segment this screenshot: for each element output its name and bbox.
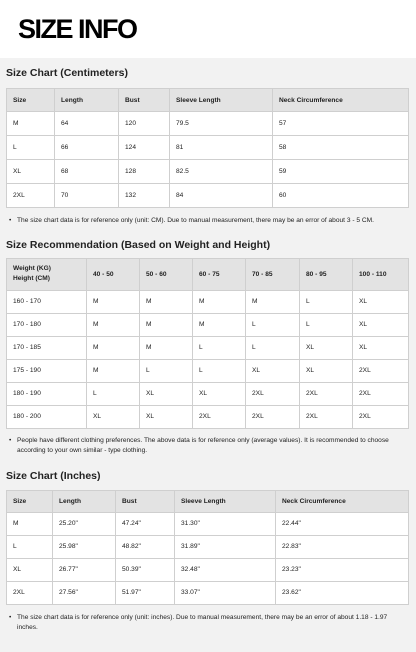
inch-header-bust: Bust xyxy=(116,490,175,512)
table-cell: 31.30" xyxy=(175,512,276,535)
weight-header: 80 - 95 xyxy=(300,258,353,290)
size-cell: 2XL xyxy=(353,359,409,382)
table-cell: 2XL xyxy=(7,184,55,208)
table-row xyxy=(7,359,409,382)
size-cell: XL xyxy=(140,382,193,405)
header-banner xyxy=(0,0,416,58)
inch-note-text: The size chart data is for reference only (unit: inches). Due to manual measurement, there may be an error of about 1.18 - 1.97 inches. xyxy=(17,613,388,631)
size-cell: M xyxy=(87,313,140,336)
table-cell: 58 xyxy=(273,136,409,160)
table-cell: 132 xyxy=(119,184,170,208)
table-cell: 23.62" xyxy=(276,581,409,604)
table-row xyxy=(7,512,409,535)
size-recommendation-table xyxy=(6,258,409,429)
table-cell: 81 xyxy=(170,136,273,160)
size-cell: XL xyxy=(193,382,246,405)
table-cell: 23.23" xyxy=(276,558,409,581)
recommendation-header-row xyxy=(7,258,409,290)
cm-header-sleeve: Sleeve Length xyxy=(170,89,273,112)
table-cell: M xyxy=(7,512,53,535)
weight-header: 40 - 50 xyxy=(87,258,140,290)
table-cell: 70 xyxy=(55,184,119,208)
table-cell: 79.5 xyxy=(170,112,273,136)
page-title: SIZE INFO xyxy=(18,13,137,44)
table-row xyxy=(7,405,409,428)
size-cell: M xyxy=(87,290,140,313)
table-cell: 60 xyxy=(273,184,409,208)
table-cell: 84 xyxy=(170,184,273,208)
size-cell: M xyxy=(87,336,140,359)
cm-chart-title: Size Chart (Centimeters) xyxy=(6,67,128,79)
size-cell: XL xyxy=(353,336,409,359)
inch-header-size: Size xyxy=(7,490,53,512)
cm-header-size: Size xyxy=(7,89,55,112)
inch-chart-title: Size Chart (Inches) xyxy=(6,469,101,482)
table-cell: 64 xyxy=(55,112,119,136)
table-cell: 32.48" xyxy=(175,558,276,581)
table-cell: XL xyxy=(7,160,55,184)
table-cell: XL xyxy=(7,558,53,581)
table-cell: 50.39" xyxy=(116,558,175,581)
table-cell: 25.20" xyxy=(53,512,116,535)
table-row xyxy=(7,290,409,313)
cm-header-bust: Bust xyxy=(119,89,170,112)
table-cell: 47.24" xyxy=(116,512,175,535)
table-cell: 120 xyxy=(119,112,170,136)
height-label: Height (CM) xyxy=(13,275,50,282)
height-cell: 180 - 190 xyxy=(7,382,87,405)
size-cell: M xyxy=(140,290,193,313)
inch-header-length: Length xyxy=(53,490,116,512)
weight-height-corner-cell xyxy=(7,258,87,290)
size-cell: L xyxy=(300,290,353,313)
table-cell: 27.56" xyxy=(53,581,116,604)
table-cell: 66 xyxy=(55,136,119,160)
table-row xyxy=(7,313,409,336)
table-cell: 2XL xyxy=(7,581,53,604)
cm-note-text: The size chart data is for reference only (unit: CM). Due to manual measurement, there may be an error of about 3 - 5 CM. xyxy=(17,217,374,224)
recommendation-note xyxy=(0,436,416,457)
table-cell: M xyxy=(7,112,55,136)
size-cell: L xyxy=(300,313,353,336)
table-row xyxy=(7,184,409,208)
weight-header: 50 - 60 xyxy=(140,258,193,290)
table-cell: 31.89" xyxy=(175,535,276,558)
height-cell: 180 - 200 xyxy=(7,405,87,428)
size-cell: 2XL xyxy=(300,405,353,428)
table-cell: 48.82" xyxy=(116,535,175,558)
height-cell: 175 - 190 xyxy=(7,359,87,382)
size-cell: XL xyxy=(87,405,140,428)
size-cell: L xyxy=(140,359,193,382)
size-cell: L xyxy=(246,336,300,359)
weight-label: Weight (KG) xyxy=(13,265,51,272)
inch-table-header-row xyxy=(7,490,409,512)
table-cell: L xyxy=(7,535,53,558)
size-cell: XL xyxy=(300,336,353,359)
bullet: • xyxy=(9,217,12,224)
table-cell: 59 xyxy=(273,160,409,184)
table-cell: 26.77" xyxy=(53,558,116,581)
inch-header-sleeve: Sleeve Length xyxy=(175,490,276,512)
table-row xyxy=(7,382,409,405)
height-cell: 170 - 185 xyxy=(7,336,87,359)
size-cell: 2XL xyxy=(353,405,409,428)
size-cell: 2XL xyxy=(246,405,300,428)
table-row xyxy=(7,581,409,604)
table-cell: 33.07" xyxy=(175,581,276,604)
inch-size-table xyxy=(6,490,409,605)
size-cell: L xyxy=(246,313,300,336)
bullet: • xyxy=(9,613,12,621)
cm-chart-note xyxy=(0,216,416,227)
table-cell: 128 xyxy=(119,160,170,184)
recommendation-title: Size Recommendation (Based on Weight and Height) xyxy=(6,238,271,251)
table-cell: 22.83" xyxy=(276,535,409,558)
table-cell: 51.97" xyxy=(116,581,175,604)
table-row xyxy=(7,558,409,581)
height-cell: 170 - 180 xyxy=(7,313,87,336)
size-cell: M xyxy=(87,359,140,382)
table-cell: 68 xyxy=(55,160,119,184)
size-cell: M xyxy=(193,290,246,313)
weight-header: 70 - 85 xyxy=(246,258,300,290)
table-cell: L xyxy=(7,136,55,160)
table-row xyxy=(7,112,409,136)
size-cell: 2XL xyxy=(300,382,353,405)
size-cell: M xyxy=(140,313,193,336)
weight-header: 60 - 75 xyxy=(193,258,246,290)
table-row xyxy=(7,336,409,359)
size-cell: XL xyxy=(353,290,409,313)
table-cell: 82.5 xyxy=(170,160,273,184)
size-cell: M xyxy=(246,290,300,313)
size-cell: 2XL xyxy=(353,382,409,405)
bullet: • xyxy=(9,436,12,444)
table-cell: 124 xyxy=(119,136,170,160)
recommendation-note-text: People have different clothing preferences. The above data is for reference only (average values). It is recommended to choose according to your own similar - type clothing. xyxy=(17,436,389,454)
size-cell: XL xyxy=(300,359,353,382)
size-cell: M xyxy=(193,313,246,336)
size-cell: L xyxy=(193,359,246,382)
size-cell: XL xyxy=(246,359,300,382)
table-row xyxy=(7,136,409,160)
size-cell: L xyxy=(87,382,140,405)
size-cell: XL xyxy=(140,405,193,428)
size-cell: 2XL xyxy=(246,382,300,405)
size-cell: L xyxy=(193,336,246,359)
weight-header: 100 - 110 xyxy=(353,258,409,290)
table-cell: 22.44" xyxy=(276,512,409,535)
table-row xyxy=(7,160,409,184)
table-row xyxy=(7,535,409,558)
cm-header-neck: Neck Circumference xyxy=(273,89,409,112)
size-cell: M xyxy=(140,336,193,359)
inch-header-neck: Neck Circumference xyxy=(276,490,409,512)
cm-size-table xyxy=(6,88,409,208)
size-cell: XL xyxy=(353,313,409,336)
table-cell: 25.98" xyxy=(53,535,116,558)
cm-table-header-row xyxy=(7,89,409,112)
table-cell: 57 xyxy=(273,112,409,136)
cm-header-length: Length xyxy=(55,89,119,112)
size-cell: 2XL xyxy=(193,405,246,428)
inch-chart-note xyxy=(0,613,416,634)
height-cell: 160 - 170 xyxy=(7,290,87,313)
